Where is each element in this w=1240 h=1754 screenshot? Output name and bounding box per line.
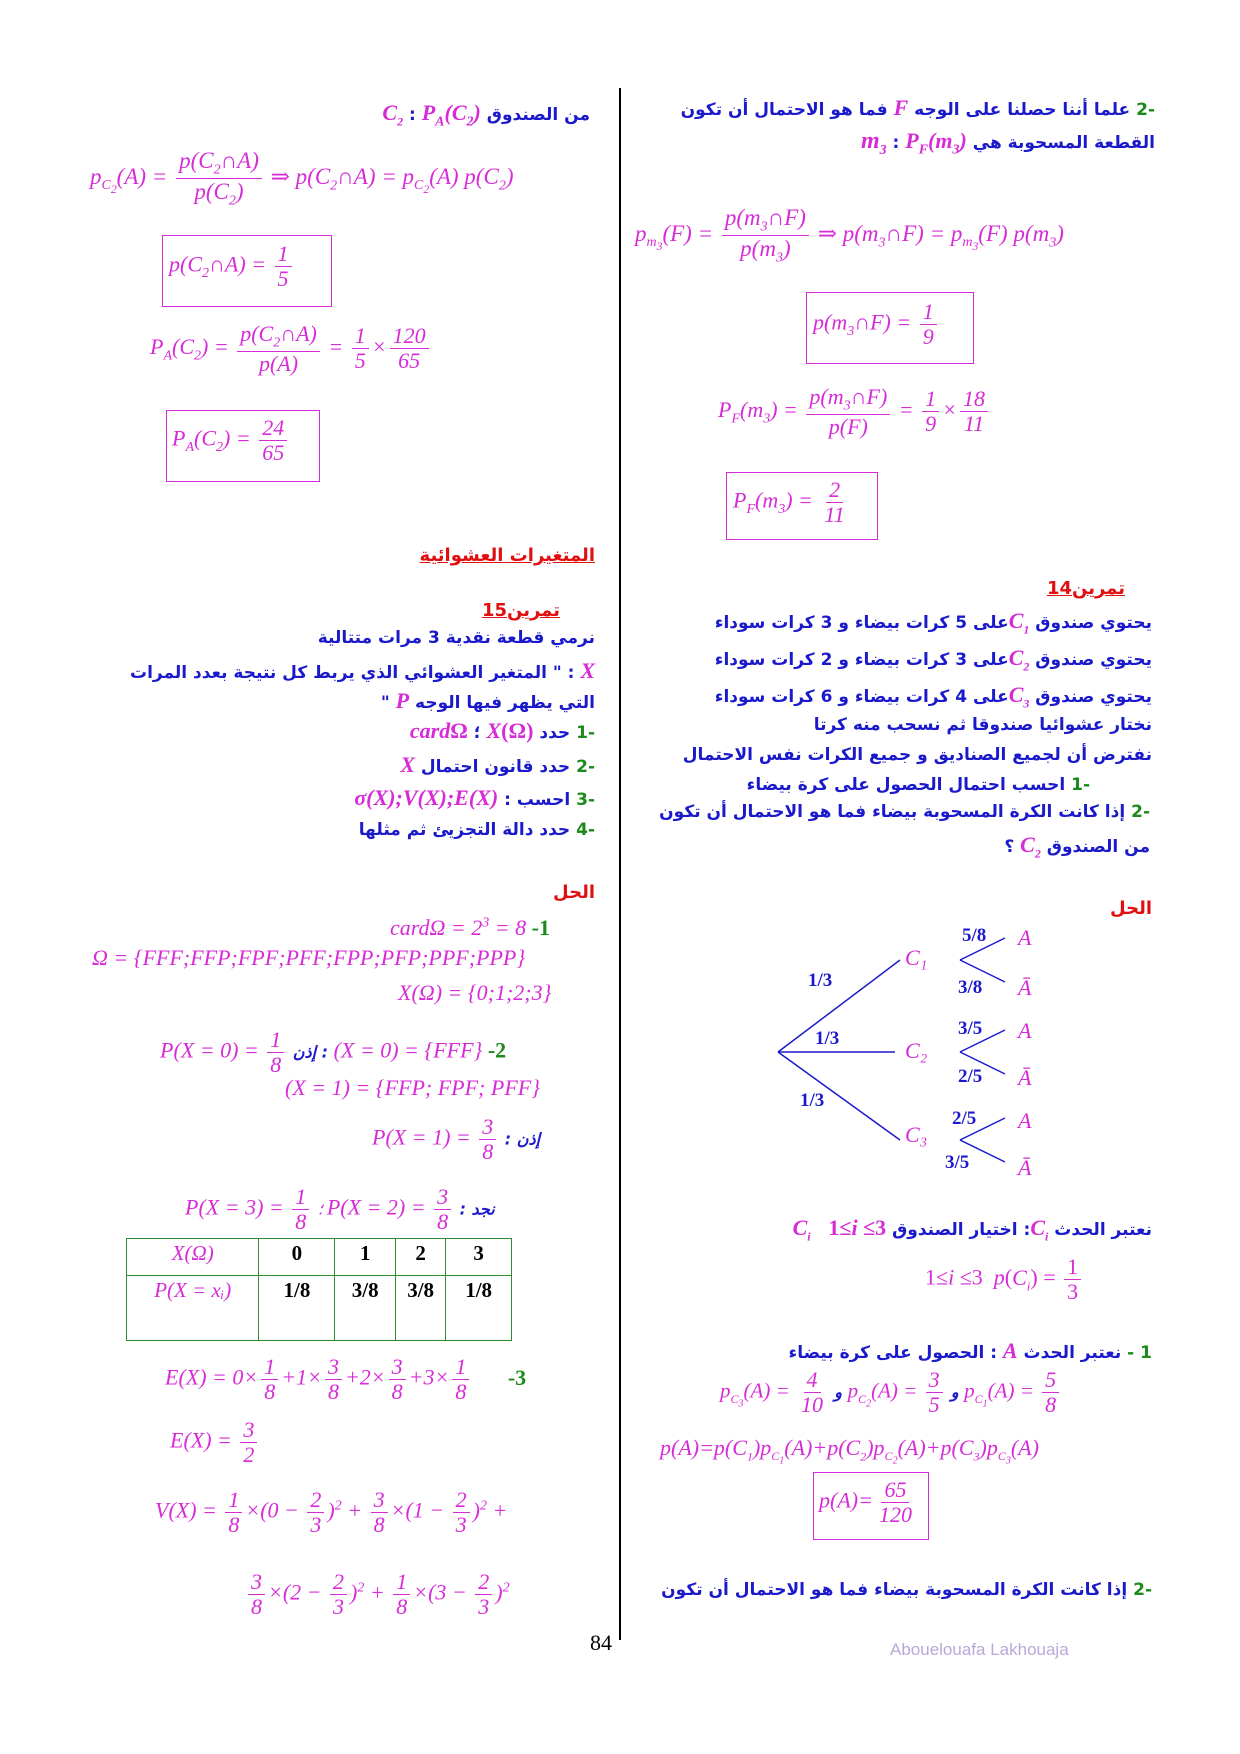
table-cell: 3 (446, 1239, 512, 1276)
solution-title-left: الحل (553, 882, 595, 903)
exercise-14-question-1: -1 احسب احتمال الحصول على كرة بيضاء (746, 775, 1090, 795)
pa-c2-value: $P_A(C_2)$ = $\frac{24}{65}$ (172, 416, 290, 465)
solution-1-omega-set: Ω = {FFF;FFP;FPF;PFF;FPP;PFP;PPF;PPP} (92, 945, 526, 970)
table-cell: 1/8 (446, 1276, 512, 1341)
exercise-14-question-2-cont: من الصندوق $C_2$ ؟ (1004, 832, 1150, 861)
exercise-14-line-5: نفترض أن لجميع الصناديق و جميع الكرات نفس الاحتمال (682, 745, 1152, 765)
solution-2-p-x0: P(X = 0) = $\frac{1}{8}$ إذن : (X = 0) = {FFF} -2 (160, 1027, 507, 1078)
bayes-formula-m3: $p_{m_3}(F)$ = $\frac{p(m_3\cap F)}{p(m_3)}$ ⇒ $p(m_3\cap F) = p_{m_3}(F)$ $p(m_3)$ (635, 205, 1064, 266)
tree-prob-c1: 1/3 (808, 970, 833, 991)
exercise-14-line-2: يحتوي صندوق $C_2على$ 3 كرات بيضاء و 2 كرات سوداء (714, 645, 1152, 674)
column-divider (619, 88, 621, 1640)
p-c2-and-a-value: $p(C_2\cap A)$ = $\frac{1}{5}$ (169, 242, 295, 291)
exercise-15-question-4: -4 حدد دالة التجزيئ ثم مثلها (358, 820, 595, 840)
tree-prob-c3: 1/3 (800, 1090, 825, 1111)
tree-leaf-c1-a: A (1018, 925, 1032, 950)
tree-leaf-c2-a: A (1018, 1018, 1032, 1043)
tree-leaf-c1-abar: Ā (1018, 975, 1032, 1000)
exercise-15-question-1: -1 حدد X(Ω) ؛ cardΩ (409, 718, 595, 743)
exercise-14-line-1: يحتوي صندوق $C_1على$ 5 كرات بيضاء و 3 كرات سوداء (714, 608, 1152, 637)
tree-leaf-c3-a: A (1018, 1108, 1032, 1133)
tree-c1-abar-prob: 3/8 (958, 977, 983, 998)
tree-c2-abar-prob: 2/5 (958, 1066, 983, 1087)
table-cell: 2 (395, 1239, 445, 1276)
exercise-14-line-3: يحتوي صندوق $C_3على$ 4 كرات بيضاء و 6 كرات سوداء (714, 682, 1152, 711)
exercise-15-line-1: نرمي قطعة نقدية 3 مرات متتالية (317, 628, 595, 648)
tree-branch-c3 (778, 1052, 900, 1140)
page-number: 84 (590, 1630, 612, 1655)
tree-c2-a-prob: 3/5 (958, 1018, 983, 1039)
tree-c3-a-prob: 2/5 (952, 1108, 977, 1129)
exercise-15-question-3: -3 احسب : σ(X);V(X);E(X) (354, 785, 595, 810)
p-m3-and-f-value: $p(m_3\cap F)$ = $\frac{1}{9}$ (813, 300, 940, 349)
solution-title-right: الحل (1110, 898, 1152, 919)
solution-3-variance-line-2: $\frac{3}{8}$ ×(2 − $\frac{2}{3}$ )$^2$ + $\frac{1}{8}$ ×(3 − $\frac{2}{3}$ )$^2$ (245, 1570, 510, 1619)
pf-m3-value: $P_F(m_3)$ = $\frac{2}{11}$ (733, 477, 845, 528)
pa-c2-formula: $P_A(C_2)$ = $\frac{p(C_2\cap A)}{p(A)}$ = $\frac{1}{5}$ × $\frac{120}{65}$ (150, 322, 432, 376)
tree-c1-a-prob: 5/8 (962, 925, 987, 946)
bayes-formula-c2: $p_{C_2}(A)$ = $\frac{p(C_2\cap A)}{p(C_2)}$ ⇒ $p(C_2\cap A) = p_{C_2}(A)$ $p(C_2)$ (90, 148, 514, 209)
solution-2-p-x1: P(X = 1) = $\frac{3}{8}$ : إذن (372, 1114, 541, 1165)
pf-m3-formula: $P_F(m_3)$ = $\frac{p(m_3\cap F)}{p(F)}$ = $\frac{1}{9}$ × $\frac{18}{11}$ (718, 385, 991, 439)
p-a-value: p(A)= $\frac{65}{120}$ (819, 1477, 912, 1528)
conditional-probabilities: $p_{C_3}(A)$ = $\frac{4}{10}$ و $p_{C_2}(A)$ = $\frac{3}{5}$ و $p_{C_1}(A)$ = $\frac{5}{8}$ (720, 1368, 1062, 1417)
question-2-line-2: القطعة المسحوبة هي $m_3$ : $P_F(m_3)$ (860, 128, 1155, 158)
total-probability-formula: $p(A)=p(C_1)p_{C_1}(A)+p(C_2)p_{C_2}(A)+p(C_3)p_{C_3}(A)$ (660, 1435, 1039, 1467)
table-header-x-omega: X(Ω) (127, 1239, 259, 1276)
table-row (127, 1276, 512, 1341)
event-a-definition: 1 - نعتبر الحدث A : الحصول على كرة بيضاء (788, 1338, 1152, 1363)
event-ci-definition: نعتبر الحدث $C_i$: اختيار الصندوق $C_i$ 1≤i ≤3 (792, 1215, 1152, 1244)
author-watermark: Abouelouafa Lakhouaja (890, 1640, 1069, 1659)
solution-3-expectation-value: E(X) = $\frac{3}{2}$ (170, 1418, 260, 1467)
tree-leaf-c3-abar: Ā (1018, 1155, 1032, 1180)
tree-c3-abar-prob: 3/5 (945, 1152, 970, 1173)
question-2-bottom: -2 إذا كانت الكرة المسحوبة بيضاء فما هو الاحتمال أن تكون (661, 1580, 1152, 1600)
solution-3-expectation-formula: E(X) = 0× $\frac{1}{8}$ +1× $\frac{3}{8}$ +2× $\frac{3}{8}$ +3× $\frac{1}{8}$ -3 (165, 1354, 527, 1405)
exercise-15-line-2: X : " المتغير العشوائي الذي يربط كل نتيجة بعدد المرات (129, 658, 595, 683)
solution-2-p-x2-x3: P(X = 3) = $\frac{1}{8}$ ؛ P(X = 2) = $\frac{3}{8}$ : نجد (185, 1184, 495, 1235)
exercise-15-title: تمرين15 (481, 600, 560, 621)
solution-3-variance-line-1: V(X) = $\frac{1}{8}$ ×(0 − $\frac{2}{3}$ )$^2$ + $\frac{3}{8}$ ×(1 − $\frac{2}{3}$ )$^2$ + (155, 1487, 508, 1538)
exercise-14-question-2: -2 إذا كانت الكرة المسحوبة بيضاء فما هو الاحتمال أن تكون (659, 802, 1150, 822)
table-cell: 3/8 (395, 1276, 445, 1341)
table-header-p-x: P(X = xᵢ) (127, 1276, 259, 1341)
exercise-15-line-3: التي يظهر فيها الوجه P " (380, 688, 595, 713)
p-ci-value: 1≤i ≤3 $p(C_i)$ = $\frac{1}{3}$ (925, 1255, 1084, 1304)
solution-1-x-omega: X(Ω) = {0;1;2;3} (398, 980, 552, 1005)
tree-node-c1: C₁ (905, 945, 928, 970)
exercise-14-title: تمرين14 (1046, 578, 1125, 599)
tree-prob-c2: 1/3 (815, 1028, 840, 1049)
probability-law-table (126, 1238, 512, 1341)
exercise-15-question-2: -2 حدد قانون احتمال X (400, 752, 595, 777)
tree-node-c2: C₂ (905, 1038, 928, 1063)
table-cell: 1 (335, 1239, 396, 1276)
solution-1-card-omega: cardΩ = $2^3 = 8$ -1 (390, 915, 550, 940)
table-cell: 1/8 (259, 1276, 335, 1341)
table-cell: 3/8 (335, 1276, 396, 1341)
section-title-random-variables: المتغيرات العشوائية (419, 545, 595, 566)
table-cell: 0 (259, 1239, 335, 1276)
left-top-line: من الصندوق $C_2$ : $P_A(C_2)$ (382, 100, 590, 130)
solution-2-event-x1: (X = 1) = {FFP; FPF; PFF} (285, 1075, 540, 1100)
tree-leaf-c2-abar: Ā (1018, 1065, 1032, 1090)
question-2-line-1: -2 علما أننا حصلنا على الوجه F فما هو الاحتمال أن تكون (680, 95, 1155, 120)
exercise-14-line-4: نختار عشوائيا صندوقا ثم نسحب منه كرتا (813, 715, 1152, 735)
tree-node-c3: C₃ (905, 1122, 928, 1147)
table-header-row (127, 1239, 512, 1276)
